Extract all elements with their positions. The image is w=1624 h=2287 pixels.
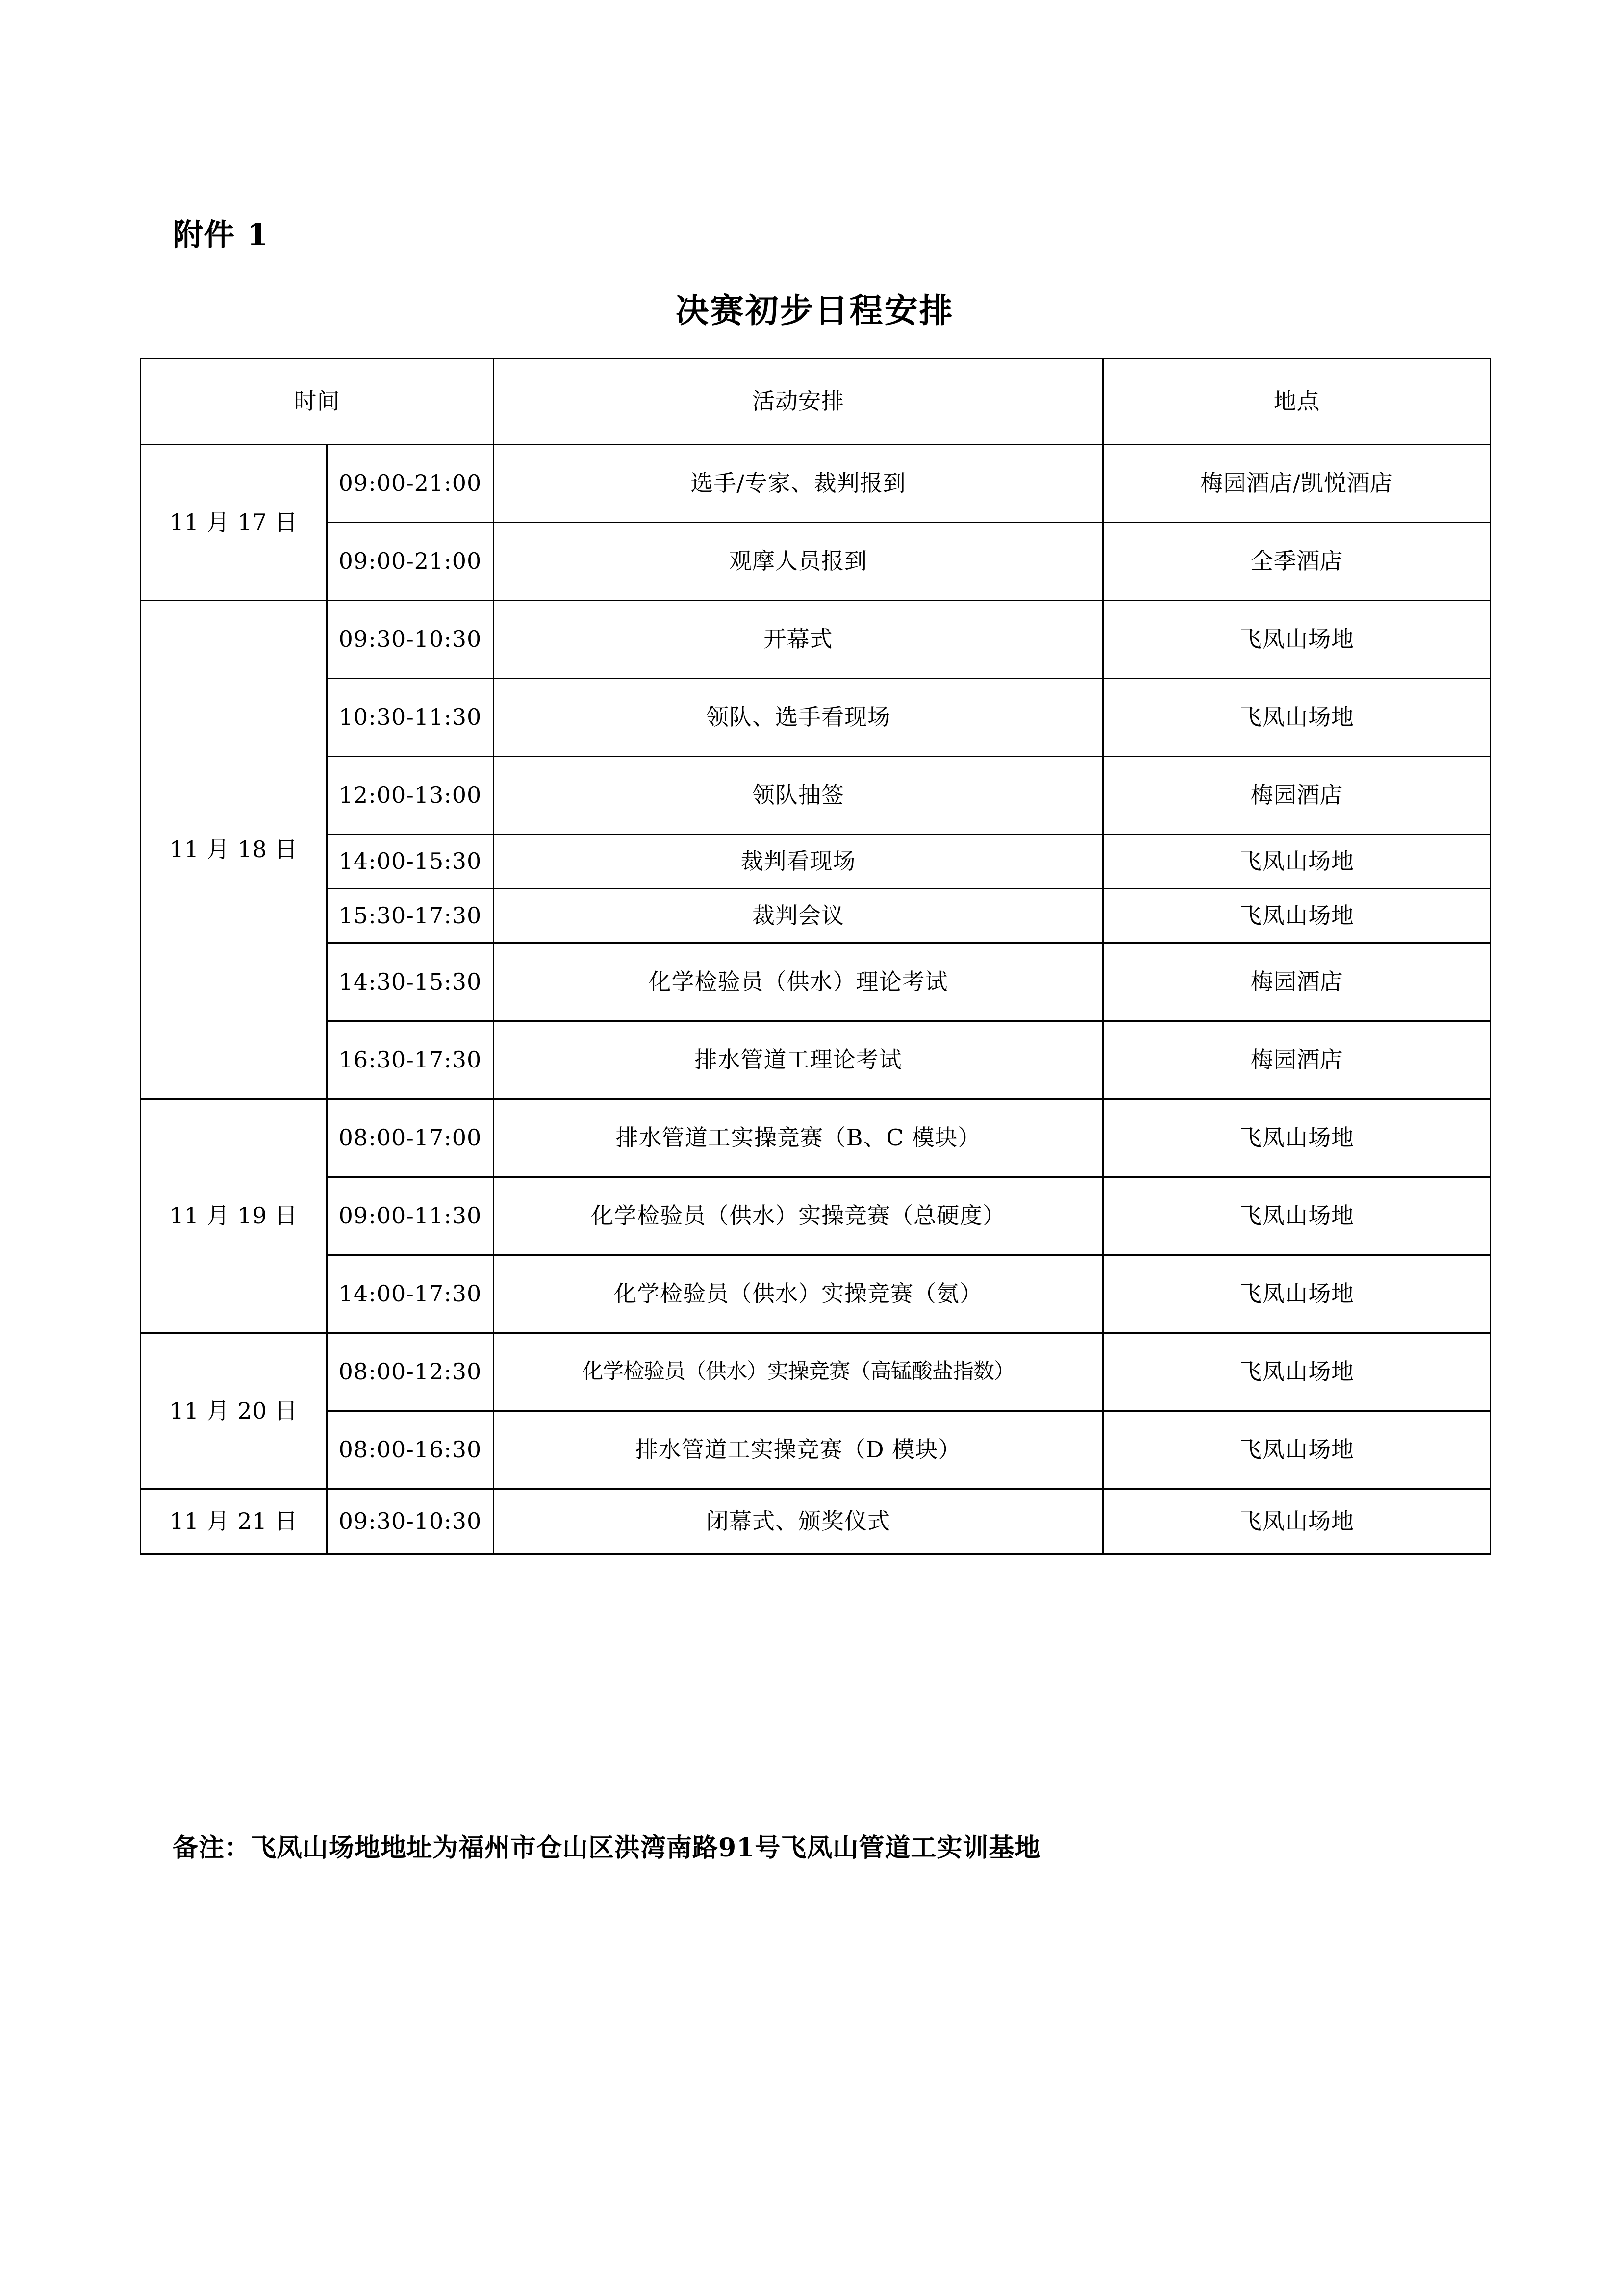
table-row [141, 1489, 1491, 1554]
table-row [141, 1021, 1491, 1099]
activity-cell: 裁判看现场 [494, 835, 1103, 889]
location-cell: 飞凤山场地 [1103, 1489, 1491, 1554]
table-row [141, 523, 1491, 601]
activity-cell: 闭幕式、颁奖仪式 [494, 1489, 1103, 1554]
table-header-row [141, 359, 1491, 445]
location-cell: 梅园酒店 [1103, 1021, 1491, 1099]
activity-cell: 观摩人员报到 [494, 523, 1103, 601]
page-title: 决赛初步日程安排 [675, 291, 954, 330]
date-cell: 11 月 17 日 [141, 445, 327, 601]
table-row [141, 1255, 1491, 1333]
time-cell: 09:00-21:00 [327, 523, 494, 601]
table-row [141, 445, 1491, 523]
activity-cell: 排水管道工实操竞赛（B、C 模块） [494, 1099, 1103, 1177]
schedule-table [140, 358, 1491, 1555]
location-cell: 飞凤山场地 [1103, 1333, 1491, 1411]
activity-cell: 化学检验员（供水）实操竞赛（总硬度） [494, 1177, 1103, 1255]
activity-cell: 领队抽签 [494, 757, 1103, 835]
time-cell: 16:30-17:30 [327, 1021, 494, 1099]
time-cell: 14:00-17:30 [327, 1255, 494, 1333]
attachment-label: 附件 1 [173, 217, 269, 253]
activity-cell: 领队、选手看现场 [494, 679, 1103, 757]
column-header-time: 时间 [141, 359, 494, 445]
time-cell: 12:00-13:00 [327, 757, 494, 835]
activity-cell: 裁判会议 [494, 889, 1103, 943]
table-row [141, 889, 1491, 943]
time-cell: 15:30-17:30 [327, 889, 494, 943]
time-cell: 09:30-10:30 [327, 1489, 494, 1554]
time-cell: 10:30-11:30 [327, 679, 494, 757]
activity-cell: 化学检验员（供水）实操竞赛（氨） [494, 1255, 1103, 1333]
location-cell: 飞凤山场地 [1103, 835, 1491, 889]
location-cell: 飞凤山场地 [1103, 1255, 1491, 1333]
time-cell: 09:30-10:30 [327, 601, 494, 679]
activity-cell: 排水管道工实操竞赛（D 模块） [494, 1411, 1103, 1489]
column-header-location: 地点 [1103, 359, 1491, 445]
location-cell: 梅园酒店/凯悦酒店 [1103, 445, 1491, 523]
time-cell: 14:30-15:30 [327, 943, 494, 1021]
location-cell: 飞凤山场地 [1103, 1177, 1491, 1255]
date-cell: 11 月 21 日 [141, 1489, 327, 1554]
table-row [141, 757, 1491, 835]
time-cell: 09:00-21:00 [327, 445, 494, 523]
table-row [141, 601, 1491, 679]
location-cell: 梅园酒店 [1103, 943, 1491, 1021]
table-row [141, 943, 1491, 1021]
date-cell: 11 月 18 日 [141, 601, 327, 1099]
time-cell: 08:00-12:30 [327, 1333, 494, 1411]
footnote: 备注：飞凤山场地地址为福州市仓山区洪湾南路91号飞凤山管道工实训基地 [173, 1833, 1041, 1863]
activity-cell: 化学检验员（供水）实操竞赛（高锰酸盐指数） [494, 1333, 1103, 1411]
date-cell: 11 月 20 日 [141, 1333, 327, 1489]
location-cell: 全季酒店 [1103, 523, 1491, 601]
table-row [141, 1177, 1491, 1255]
column-header-activity: 活动安排 [494, 359, 1103, 445]
activity-cell: 选手/专家、裁判报到 [494, 445, 1103, 523]
table-row [141, 679, 1491, 757]
activity-cell: 排水管道工理论考试 [494, 1021, 1103, 1099]
time-cell: 08:00-17:00 [327, 1099, 494, 1177]
location-cell: 飞凤山场地 [1103, 1411, 1491, 1489]
activity-cell: 开幕式 [494, 601, 1103, 679]
location-cell: 飞凤山场地 [1103, 889, 1491, 943]
time-cell: 14:00-15:30 [327, 835, 494, 889]
location-cell: 飞凤山场地 [1103, 679, 1491, 757]
date-cell: 11 月 19 日 [141, 1099, 327, 1333]
time-cell: 08:00-16:30 [327, 1411, 494, 1489]
time-cell: 09:00-11:30 [327, 1177, 494, 1255]
activity-cell: 化学检验员（供水）理论考试 [494, 943, 1103, 1021]
table-row [141, 835, 1491, 889]
table-row [141, 1333, 1491, 1411]
table-row [141, 1411, 1491, 1489]
location-cell: 飞凤山场地 [1103, 1099, 1491, 1177]
location-cell: 梅园酒店 [1103, 757, 1491, 835]
table-row [141, 1099, 1491, 1177]
location-cell: 飞凤山场地 [1103, 601, 1491, 679]
